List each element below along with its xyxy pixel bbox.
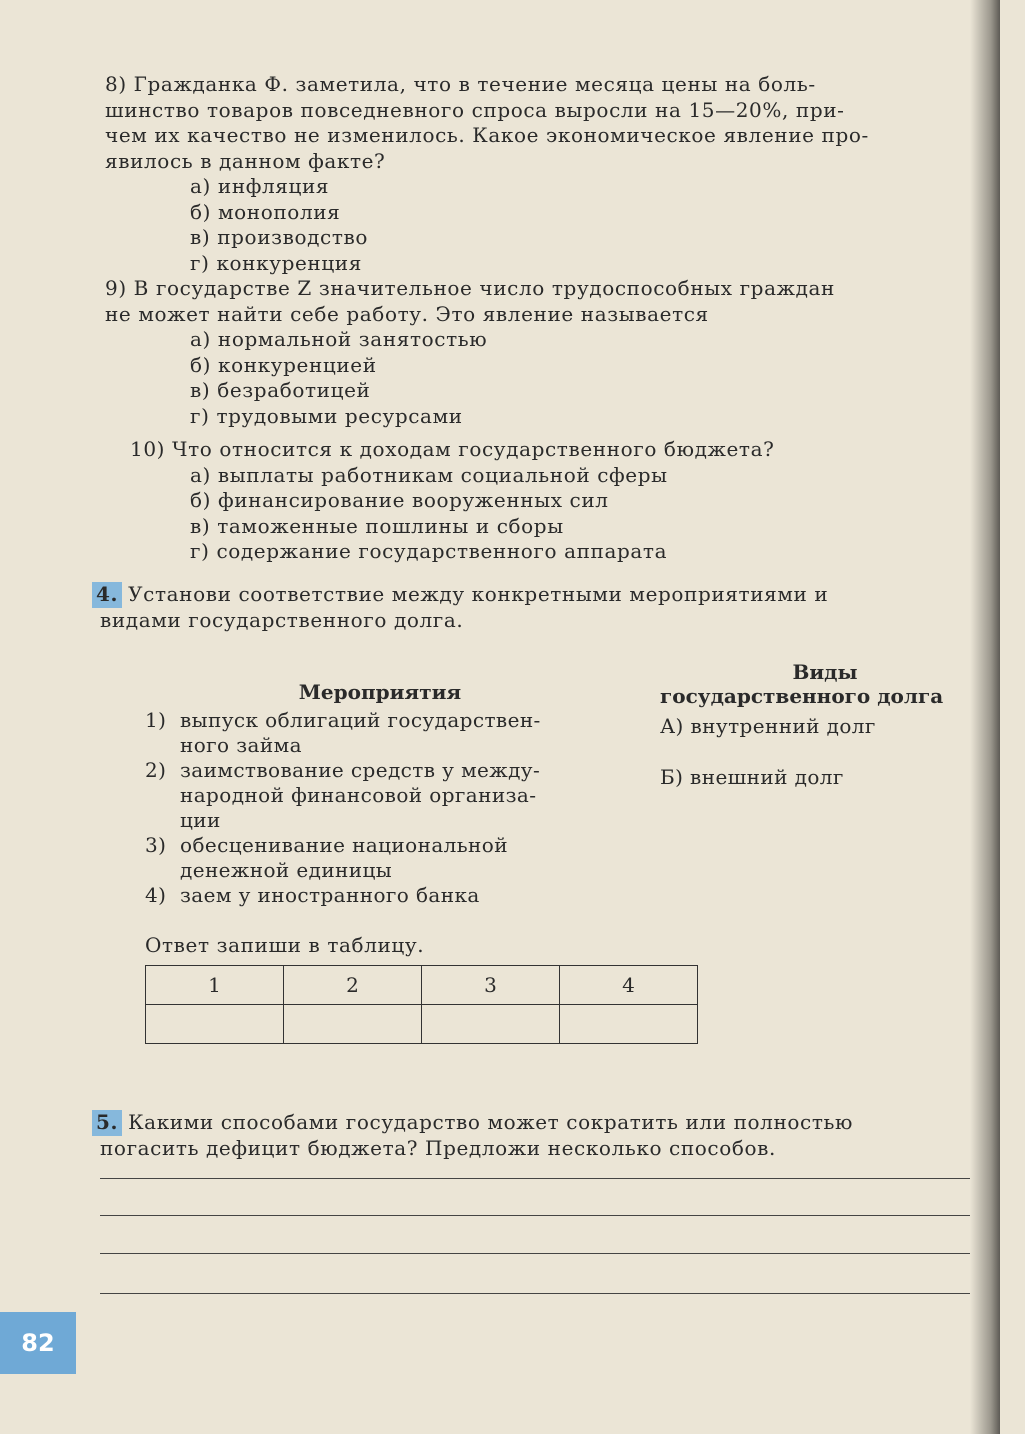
answer-option: г) трудовыми ресурсами (190, 403, 463, 428)
answer-option: в) безработицей (190, 378, 371, 402)
item-text: обесценивание национальной денежной единицы (180, 833, 508, 882)
task-text: Установи соответствие между конкретными мероприятиями и (128, 582, 829, 606)
debt-types-column (660, 660, 990, 790)
item-number: 1) (145, 708, 167, 732)
answer-option: а) инфляция (190, 174, 330, 198)
page-number: 82 (0, 1312, 76, 1374)
debt-types-header: Виды (792, 660, 858, 684)
answer-table (145, 965, 698, 1044)
debt-type-item: Б) внешний долг (660, 765, 844, 789)
answer-option: в) таможенные пошлины и сборы (190, 513, 564, 538)
answer-line[interactable] (100, 1215, 970, 1216)
item-text: заимствование средств у между- народной финансовой организа- ции (180, 758, 541, 832)
task-4-prompt (96, 582, 980, 633)
table-header-4: 4 (560, 966, 698, 1005)
question-text: не может найти себе работу. Это явление называется (105, 301, 709, 326)
question-text: чем их качество не изменилось. Какое экономическое явление про- (105, 123, 869, 147)
measures-header: Мероприятия (298, 680, 462, 704)
table-header-3: 3 (422, 966, 560, 1005)
answer-prompt-text: Ответ запиши в таблицу. (145, 933, 425, 957)
measure-item (145, 758, 615, 833)
question-text: явилось в данном факте? (105, 148, 386, 173)
task-number-badge: 5. (92, 1110, 122, 1136)
debt-type-item: А) внутренний долг (660, 714, 876, 738)
question-10 (130, 437, 1010, 565)
question-text: 10) Что относится к доходам государственного бюджета? (130, 437, 775, 461)
measure-item (145, 708, 615, 758)
answer-option: а) нормальной занятостью (190, 327, 488, 351)
question-text: 8) Гражданка Ф. заметила, что в течение месяца цены на боль- (105, 72, 816, 96)
item-text: заем у иностранного банка (180, 883, 480, 907)
item-number: 3) (145, 833, 167, 857)
answer-option: а) выплаты работникам социальной сферы (190, 462, 668, 487)
answer-option: б) монополия (190, 199, 341, 224)
answer-option: в) производство (190, 225, 369, 249)
answer-cell-1[interactable] (146, 1005, 284, 1044)
measures-column (145, 680, 615, 908)
answer-line[interactable] (100, 1178, 970, 1179)
answer-option: б) финансирование вооруженных сил (190, 488, 609, 512)
answer-prompt (145, 933, 1025, 959)
item-number: 2) (145, 758, 167, 782)
answer-cell-3[interactable] (422, 1005, 560, 1044)
table-header-2: 2 (284, 966, 422, 1005)
task-text: Какими способами государство может сократить или полностью (128, 1110, 854, 1134)
item-text: выпуск облигаций государствен- ного займа (180, 708, 541, 757)
question-text: 9) В государстве Z значительное число трудоспособных граждан (105, 276, 835, 300)
task-number-badge: 4. (92, 582, 122, 608)
task-text: видами государственного долга. (100, 607, 464, 632)
measure-item (145, 833, 615, 883)
item-number: 4) (145, 883, 167, 907)
question-text: шинство товаров повседневного спроса выросли на 15—20%, при- (105, 97, 845, 122)
answer-line[interactable] (100, 1293, 970, 1294)
task-text: погасить дефицит бюджета? Предложи несколько способов. (100, 1135, 776, 1160)
answer-cell-2[interactable] (284, 1005, 422, 1044)
answer-option: г) содержание государственного аппарата (190, 539, 668, 563)
debt-types-header: государственного долга (660, 684, 944, 708)
task-5-prompt (96, 1110, 980, 1161)
answer-cell-4[interactable] (560, 1005, 698, 1044)
answer-line[interactable] (100, 1253, 970, 1254)
answer-option: б) конкуренцией (190, 352, 377, 377)
question-8 (105, 72, 985, 429)
answer-option: г) конкуренция (190, 250, 362, 275)
measure-item (145, 883, 615, 908)
table-header-1: 1 (146, 966, 284, 1005)
